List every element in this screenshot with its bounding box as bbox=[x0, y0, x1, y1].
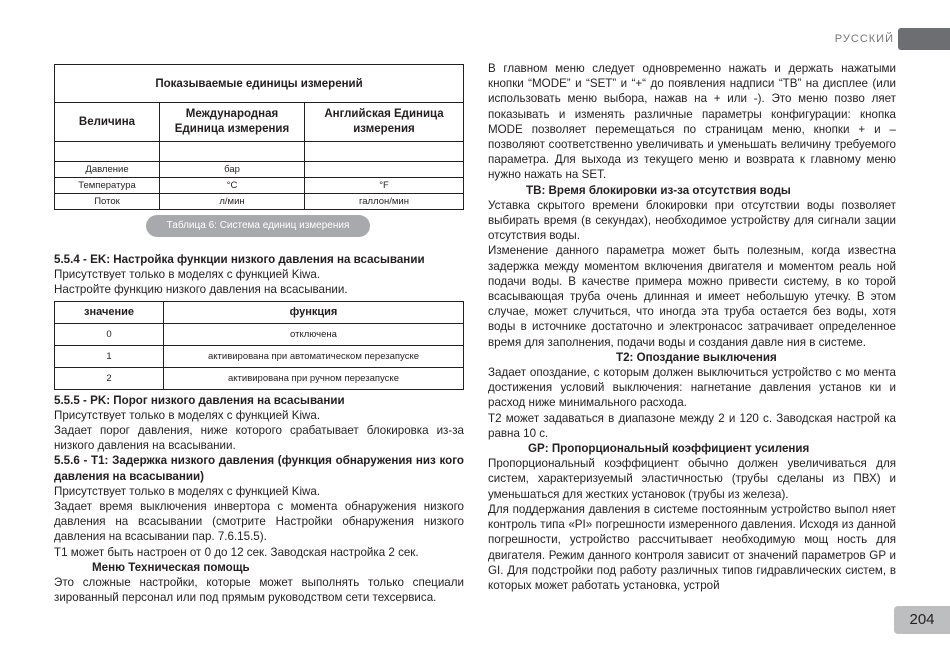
paragraph: Для поддержания давления в системе постоянным устройство выпол няет контроль типа «PI» погрешности измеренного давления. Исходя из данной погрешности, устройство рассчитывает необходимую мощ ность для двигателя. Режим данного контроля зависит от значений параметров GP и GI. Для подстройки под работу различных типов гидравлических систем, в которых может работать установка, устрой bbox=[488, 502, 896, 592]
paragraph: T2 может задаваться в диапазоне между 2 и 120 с. Заводская настрой ка равна 10 с. bbox=[488, 411, 896, 440]
paragraph: Изменение данного параметра может быть полезным, когда известна задержка между моментом включения двигателя и моментом реаль ной подачи воды. В качестве примера можно привести систему, в ко торой всасывающая труба очень длинная и имеет небольшую утечку. В этом случае, может случиться, что иногда эта труба остается без воды, хотя воды в источнике достаточно и электронасос затрачивает определенное время для заполнения, подачи воды и создания давле ния в системе. bbox=[488, 244, 896, 349]
language-label: РУССКИЙ bbox=[834, 33, 894, 45]
paragraph: Уставка скрытого времени блокировки при отсутствии воды позволяет выбирать время (в секундах), необходимое устройству для сигнали зации отсутствия воды. bbox=[488, 198, 896, 243]
paragraph: Настройте функцию низкого давления на всасывании. bbox=[54, 283, 348, 297]
units-table bbox=[54, 64, 464, 210]
units-table-title: Показываемые единицы измерений bbox=[55, 65, 464, 103]
section-heading-menu: Меню Техническая помощь bbox=[92, 560, 250, 574]
page-number: 204 bbox=[894, 606, 950, 634]
language-tab bbox=[898, 28, 950, 50]
paragraph: Присутствует только в моделях с функцией Kiwa. bbox=[54, 484, 321, 498]
section-heading-gp: GP: Пропорциональный коэффициент усиления bbox=[528, 442, 810, 456]
paragraph: Задает время выключения инвертора с момента обнаружения низкого давления на всасывании (смотрите Настройки обнаружения низкого давления на всасывании пар. 7.6.15.5). bbox=[54, 500, 464, 544]
table-row: 2 активирована при ручном перезапуске bbox=[55, 367, 464, 389]
section-heading-pk: 5.5.5 - PK: Порог низкого давления на всасывании bbox=[54, 393, 345, 407]
paragraph: Это сложные настройки, которые может выполнять только специали зированный персонал или под прямым руководством сети техсервиса. bbox=[54, 576, 464, 605]
paragraph: Присутствует только в моделях с функцией Kiwa. bbox=[54, 268, 321, 282]
table-row: Температура °C °F bbox=[55, 178, 464, 194]
right-column bbox=[488, 61, 896, 593]
table-row: 1 активирована при автоматическом перезапуске bbox=[55, 345, 464, 367]
section-heading-ek: 5.5.4 - EK: Настройка функции низкого давления на всасывании bbox=[54, 253, 425, 266]
paragraph: Пропорциональный коэффициент обычно должен увеличиваться для систем, характеризуемый эластичностью (трубы сделаны из ПВХ) и уменьшаться для жестких установок (трубы из железа). bbox=[488, 457, 896, 501]
paragraph: Задает порог давления, ниже которого срабатывает блокировка из-за низкого давления на всасывании. bbox=[54, 424, 464, 453]
function-table bbox=[54, 301, 464, 390]
section-heading-t2: T2: Опоздание выключения bbox=[616, 350, 777, 364]
section-heading-t1: 5.5.6 - T1: Задержка низкого давления (функция обнаружения низ кого давления на всасывании) bbox=[54, 454, 464, 483]
paragraph: T1 может быть настроен от 0 до 12 сек. Заводская настройка 2 сек. bbox=[54, 545, 419, 559]
units-header-si: Международная Единица измерения bbox=[160, 103, 305, 142]
left-column bbox=[54, 252, 464, 605]
units-header-quantity: Величина bbox=[55, 103, 160, 142]
paragraph: Задает опоздание, с которым должен выключиться устройство с мо мента достижения условий выключения: нагнетание давления установ ки и расход ниже минимального расхода. bbox=[488, 366, 896, 410]
table-row: 0 отключена bbox=[55, 323, 464, 345]
table-row: Давление бар bbox=[55, 162, 464, 178]
table-row: Поток л/мин галлон/мин bbox=[55, 194, 464, 210]
function-header-function: функция bbox=[164, 301, 464, 323]
paragraph: Присутствует только в моделях с функцией Kiwa. bbox=[54, 408, 321, 422]
units-header-english: Английская Единица измерения bbox=[305, 103, 464, 142]
paragraph: В главном меню следует одновременно нажать и держать нажатыми кнопки “MODE” и “SET” и “+“ до появления надписи “TB” на дисплее (или использовать меню выбора, нажав на + или -). Это меню позво ляет показывать и изменять различные параметры конфигурации: кнопка MODE позволяет перемещаться по страницам меню, кнопки + и – позволяют соответственно увеличивать и уменьшать величину требуемого параметра. Для выхода из текущего меню и возврата к главному меню нужно нажать на SET. bbox=[488, 62, 896, 182]
table-caption: Таблица 6: Система единиц измерения bbox=[146, 215, 370, 237]
section-heading-tb: TB: Время блокировки из-за отсутствия воды bbox=[526, 183, 791, 197]
function-header-value: значение bbox=[55, 301, 164, 323]
